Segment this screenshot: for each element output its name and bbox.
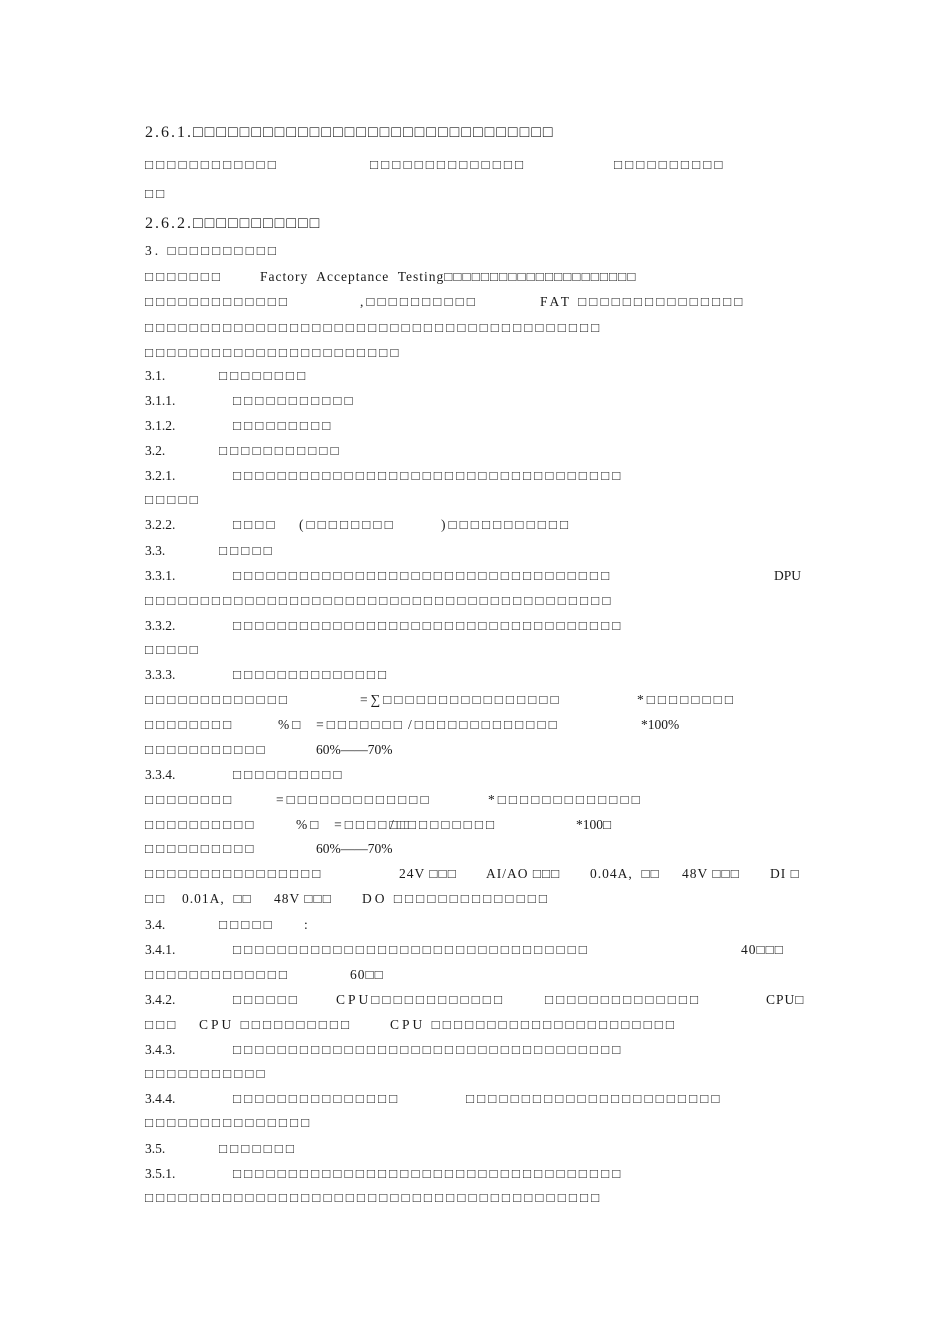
text-segment: 24V □□□: [399, 866, 457, 881]
text-segment: CPU □□□□□□□□□□□□□□□□□□□□□□: [390, 1017, 678, 1032]
text-segment: □□□□□□□□□□□: [219, 443, 342, 458]
text-segment: □□□□□□□□□□□□□□□□□□□□□□□□□□□□□□□□□□: [233, 568, 613, 583]
text-segment: □□□□□□: [233, 992, 300, 1007]
section-number: 3.4.2.: [145, 992, 176, 1007]
text-segment: DPU: [774, 568, 802, 583]
section-number: 3.2.1.: [145, 468, 176, 483]
section-number: 3.1.2.: [145, 418, 176, 433]
text-segment: AI/AO □□□: [486, 866, 561, 881]
text-segment: □□□□□□□□□□□□□□: [545, 992, 702, 1007]
section-number: 3.1.1.: [145, 393, 176, 408]
text-segment: /□□□□□□□□□: [390, 817, 498, 832]
text-segment: □□□□□□□□□□□□□: [145, 294, 291, 309]
text-segment: CPU □□□□□□□□□□: [199, 1017, 353, 1032]
text-segment: 60%——70%: [316, 841, 393, 856]
text-segment: 2.6.2.□□□□□□□□□□□: [145, 215, 322, 232]
text-segment: □□□□□□□□□: [233, 418, 334, 433]
text-segment: *100□: [576, 817, 612, 832]
text-segment: □□□□□□□□□□□□□□□: [233, 1091, 401, 1106]
text-segment: □□□□□□□□□□□□□□□□□□□□□□□: [466, 1091, 723, 1106]
text-segment: □□□□□□□□□□□: [145, 1066, 268, 1081]
text-segment: DO □□□□□□□□□□□□□□: [362, 891, 551, 906]
section-number: 3.4.1.: [145, 942, 176, 957]
text-segment: □□□□□□□□□□□: [233, 393, 356, 408]
section-number: 3.4.3.: [145, 1042, 176, 1057]
text-segment: 60□□: [350, 967, 384, 982]
section-number: 3.3.2.: [145, 618, 176, 633]
text-segment: :: [304, 917, 311, 932]
text-segment: □□□□□□□□□□□□□□□□□□□□□□□: [145, 345, 402, 360]
text-segment: 48V □□□: [682, 866, 740, 881]
text-segment: □□□□□□□□□□□□□□□□□□□□□□□□□□□□□□□□□□□: [233, 468, 624, 483]
text-segment: □□□□□□□□□□□□□□□□□□□□□□□□□□□□□□□□□□□: [233, 618, 624, 633]
text-segment: □□□□□□□□□□□□□: [145, 967, 291, 982]
text-segment: □□□□□□□□: [145, 792, 235, 807]
text-segment: /□□□□□□□□□□□□□: [408, 717, 560, 732]
text-segment: 2.6.1.□□□□□□□□□□□□□□□□□□□□□□□□□□□□□□□: [145, 124, 555, 141]
text-segment: □□: [145, 186, 168, 201]
text-segment: Factory Acceptance Testing□□□□□□□□□□□□□□□□□□□□□: [260, 269, 637, 284]
text-segment: □□□□□□□: [219, 1141, 298, 1156]
text-segment: □□□□□□□□□□: [233, 767, 345, 782]
text-segment: □□□□□: [145, 492, 201, 507]
section-number: 3.4.4.: [145, 1091, 176, 1106]
text-segment: □□□□□□□□□□: [145, 841, 257, 856]
text-segment: ,□□□□□□□□□□: [360, 294, 478, 309]
text-segment: 0.01A, □□: [182, 891, 252, 906]
text-segment: □□□□□□□□□□□□□□□: [145, 1115, 313, 1130]
section-number: 3.3.1.: [145, 568, 176, 583]
text-segment: □□□□□□□□□□□□□□: [233, 667, 390, 682]
text-segment: =□□□□□□□□□□□□□: [276, 792, 432, 807]
text-segment: □□□□□□□□: [219, 368, 309, 383]
text-segment: =∑□□□□□□□□□□□□□□□□: [360, 692, 562, 707]
text-segment: □□□□□: [145, 642, 201, 657]
text-segment: □□□□□□□□: [145, 717, 235, 732]
text-segment: DI □: [770, 866, 800, 881]
text-segment: 48V □□□: [274, 891, 332, 906]
text-segment: 0.04A, □□: [590, 866, 660, 881]
text-segment: □□□□□□□□□□□□□□□□: [145, 866, 324, 881]
text-segment: □□□□□□□□□□□□□□□□□□□□□□□□□□□□□□□□□□□□□□□□□: [145, 320, 603, 335]
section-number: 3.3.3.: [145, 667, 176, 682]
text-segment: □□□□□□□□□□□□: [145, 157, 279, 172]
section-number: 3.2.: [145, 443, 166, 458]
text-segment: *□□□□□□□□□□□□□: [488, 792, 643, 807]
section-number: 3.3.: [145, 543, 166, 558]
text-segment: FAT □□□□□□□□□□□□□□□: [540, 294, 746, 309]
text-segment: %□ =□□□□□□: [296, 817, 412, 832]
section-number: 3.3.4.: [145, 767, 176, 782]
text-segment: □□□□□: [219, 543, 275, 558]
section-number: 3.5.: [145, 1141, 166, 1156]
text-segment: □□□: [145, 1017, 179, 1032]
text-segment: □□□□□□□□□□□: [145, 742, 268, 757]
text-segment: □□□□□□□: [145, 269, 224, 284]
text-segment: □□□□□□□□□□□□□□□□□□□□□□□□□□□□□□□□□□□: [233, 1042, 624, 1057]
text-segment: 40□□□: [741, 942, 784, 957]
text-segment: □□: [145, 891, 168, 906]
text-segment: □□□□□□□□□□□□□□: [370, 157, 527, 172]
text-segment: )□□□□□□□□□□□: [441, 517, 572, 532]
text-segment: *□□□□□□□□: [637, 692, 736, 707]
section-number: 3.2.2.: [145, 517, 176, 532]
section-number: 3.5.1.: [145, 1166, 176, 1181]
section-number: 3.1.: [145, 368, 166, 383]
text-segment: (□□□□□□□□: [299, 517, 396, 532]
section-number: 3.4.: [145, 917, 166, 932]
text-segment: 60%——70%: [316, 742, 393, 757]
text-segment: □□□□□□□□□□□□□□□□□□□□□□□□□□□□□□□□□□□□□□□□□: [145, 1190, 603, 1205]
text-segment: □□□□□□□□□□□□□: [145, 692, 291, 707]
text-segment: □□□□□□□□□□: [614, 157, 726, 172]
text-segment: □□□□□□□□□□□□□□□□□□□□□□□□□□□□□□□□□□□: [233, 1166, 624, 1181]
text-segment: □□□□: [233, 517, 278, 532]
text-segment: *100%: [641, 717, 680, 732]
text-segment: □□□□□□□□□□□□□□□□□□□□□□□□□□□□□□□□□□□□□□□□□□: [145, 593, 614, 608]
text-segment: 3. □□□□□□□□□□: [145, 243, 280, 258]
text-segment: □□□□□: [219, 917, 275, 932]
text-segment: □□□□□□□□□□: [145, 817, 257, 832]
text-segment: □□□□□□□□□□□□□□□□□□□□□□□□□□□□□□□□: [233, 942, 590, 957]
text-segment: CPU□□□□□□□□□□□□: [336, 992, 506, 1007]
text-segment: CPU□: [766, 992, 805, 1007]
text-segment: %□ =□□□□□□□: [278, 717, 405, 732]
